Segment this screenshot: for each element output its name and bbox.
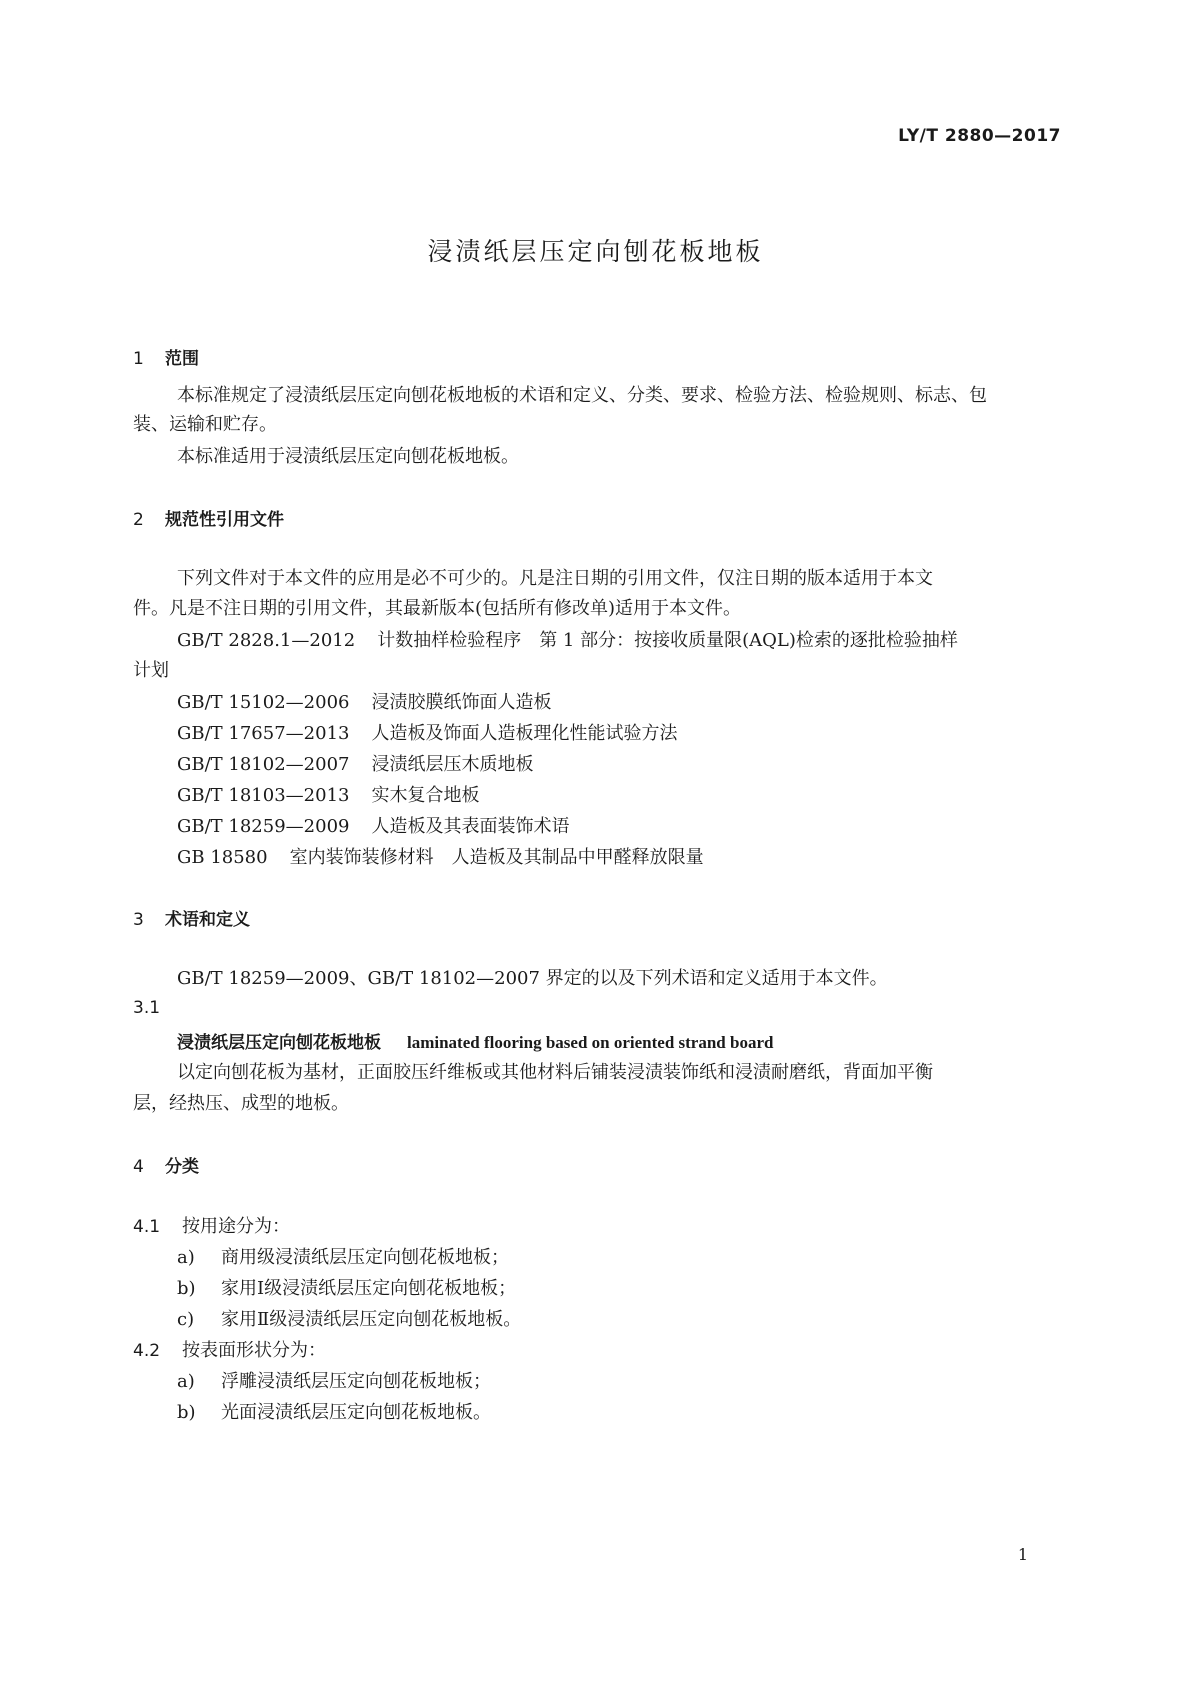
- list-item: [177, 1274, 516, 1300]
- paragraph-line: 本标准规定了浸渍纸层压定向刨花板地板的术语和定义、分类、要求、检验方法、检验规则、标志、包: [177, 385, 987, 406]
- definition-line: 层，经热压、成型的地板。: [133, 1093, 349, 1114]
- list-item: [177, 1398, 491, 1424]
- clause-text: 按表面形状分为：: [182, 1340, 327, 1361]
- reference-code: GB/T 18103—2013: [177, 785, 350, 806]
- term-chinese: 浸渍纸层压定向刨花板地板: [177, 1033, 381, 1053]
- standard-number: LY/T 2880—2017: [898, 126, 1061, 146]
- reference-item: [177, 843, 704, 869]
- list-item: [177, 1305, 521, 1331]
- clause-number: 4.1: [133, 1217, 161, 1237]
- document-title: 浸渍纸层压定向刨花板地板: [427, 237, 764, 266]
- list-marker: b): [177, 1278, 196, 1299]
- reference-item: [177, 688, 551, 714]
- section-1-heading: [133, 344, 199, 369]
- clause-number: 4.2: [133, 1341, 161, 1361]
- reference-name: 浸渍纸层压木质地板: [371, 754, 534, 775]
- section-title: 规范性引用文件: [165, 510, 284, 530]
- paragraph-line: GB/T 18259—2009、GB/T 18102—2007 界定的以及下列术语和定义适用于本文件。: [177, 968, 888, 989]
- section-4-heading: [133, 1152, 199, 1177]
- reference-name: 室内装饰装修材料 人造板及其制品中甲醛释放限量: [289, 847, 704, 868]
- reference-code: GB/T 18259—2009: [177, 816, 350, 837]
- list-marker: a): [177, 1371, 195, 1392]
- list-text: 家用Ⅰ级浸渍纸层压定向刨花板地板；: [221, 1278, 517, 1299]
- reference-code: GB/T 18102—2007: [177, 754, 350, 775]
- reference-item: [177, 812, 569, 838]
- reference-code: GB 18580: [177, 847, 268, 868]
- term-entry: [177, 1028, 773, 1053]
- term-english: laminated flooring based on oriented strand board: [407, 1033, 774, 1052]
- clause-text: 按用途分为：: [182, 1216, 291, 1237]
- paragraph-line: 本标准适用于浸渍纸层压定向刨花板地板。: [177, 446, 519, 467]
- list-text: 浮雕浸渍纸层压定向刨花板地板；: [221, 1371, 491, 1392]
- reference-item: [177, 750, 533, 776]
- reference-name: 人造板及其表面装饰术语: [371, 816, 570, 837]
- paragraph-line: 下列文件对于本文件的应用是必不可少的。凡是注日期的引用文件，仅注日期的版本适用于本文: [177, 568, 933, 589]
- paragraph-line: 件。凡是不注日期的引用文件，其最新版本(包括所有修改单)适用于本文件。: [133, 598, 742, 619]
- page-number: 1: [1017, 1545, 1028, 1564]
- list-item: [177, 1243, 509, 1269]
- section-number: 3: [133, 910, 144, 930]
- clause-number: 3.1: [133, 998, 161, 1018]
- section-number: 4: [133, 1157, 144, 1177]
- section-number: 2: [133, 510, 144, 530]
- section-title: 范围: [165, 349, 199, 369]
- section-title: 分类: [165, 1157, 199, 1177]
- reference-code: GB/T 2828.1—2012: [177, 630, 356, 651]
- section-title: 术语和定义: [165, 910, 250, 930]
- section-2-heading: [133, 505, 284, 530]
- section-number: 1: [133, 349, 144, 369]
- list-marker: b): [177, 1402, 196, 1423]
- reference-item: [177, 719, 677, 745]
- reference-name: 计数抽样检验程序 第 1 部分：按接收质量限(AQL)检索的逐批检验抽样: [377, 630, 958, 651]
- reference-name: 浸渍胶膜纸饰面人造板: [371, 692, 552, 713]
- paragraph-line: 装、运输和贮存。: [133, 414, 277, 435]
- list-marker: c): [177, 1309, 195, 1330]
- reference-item: [177, 626, 958, 652]
- reference-continuation: 计划: [133, 660, 169, 681]
- section-3-heading: [133, 905, 250, 930]
- list-text: 家用Ⅱ级浸渍纸层压定向刨花板地板。: [221, 1309, 522, 1330]
- reference-code: GB/T 15102—2006: [177, 692, 350, 713]
- definition-line: 以定向刨花板为基材，正面胶压纤维板或其他材料后铺装浸渍装饰纸和浸渍耐磨纸，背面加平衡: [177, 1062, 933, 1083]
- reference-name: 人造板及饰面人造板理化性能试验方法: [371, 723, 678, 744]
- reference-name: 实木复合地板: [371, 785, 480, 806]
- list-item: [177, 1367, 491, 1393]
- clause-4-1: [133, 1212, 290, 1238]
- list-text: 光面浸渍纸层压定向刨花板地板。: [221, 1402, 491, 1423]
- list-marker: a): [177, 1247, 195, 1268]
- clause-4-2: [133, 1336, 326, 1362]
- reference-item: [177, 781, 479, 807]
- list-text: 商用级浸渍纸层压定向刨花板地板；: [221, 1247, 509, 1268]
- reference-code: GB/T 17657—2013: [177, 723, 350, 744]
